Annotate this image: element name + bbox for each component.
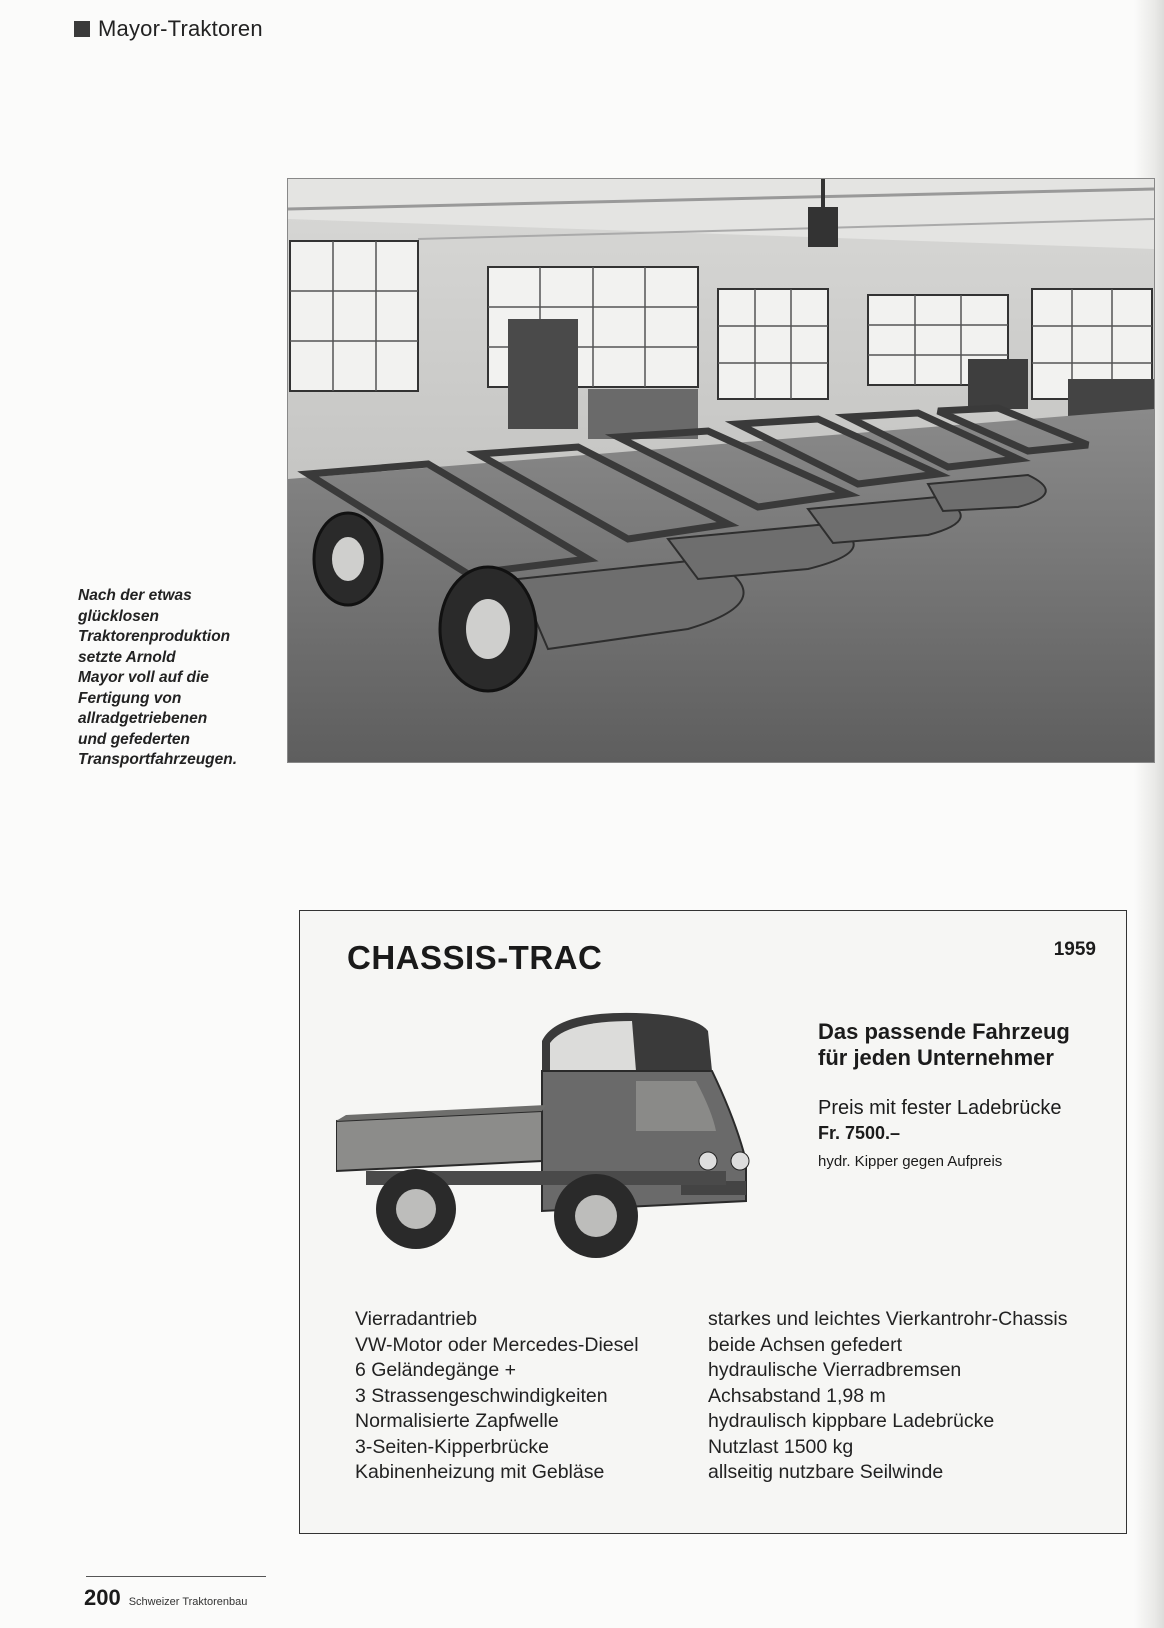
ad-headline-line: Das passende Fahrzeug (818, 1019, 1070, 1044)
caption-line: allradgetriebenen (78, 710, 208, 727)
workshop-illustration (288, 179, 1154, 762)
feature-item: Achsabstand 1,98 m (708, 1384, 886, 1407)
page-footer (84, 1585, 247, 1611)
caption-line: glücklosen (78, 607, 159, 625)
caption-line: Traktorenproduktion (78, 628, 231, 645)
feature-item: beide Achsen gefedert (708, 1333, 903, 1356)
caption-line: Fertigung von (78, 689, 182, 707)
feature-item: Normalisierte Zapfwelle (355, 1410, 559, 1432)
section-header (74, 16, 263, 42)
ad-price-note: hydr. Kipper gegen Aufpreis (818, 1153, 1003, 1170)
feature-item: Vierradantrieb (355, 1308, 478, 1330)
page-number: 200 (84, 1585, 121, 1610)
truck-illustration (336, 1011, 796, 1261)
book-title: Schweizer Traktorenbau (128, 1596, 248, 1608)
caption-line: und gefederten (78, 730, 190, 748)
workshop-photo (287, 178, 1155, 763)
ad-price-label: Preis mit fester Ladebrücke (818, 1097, 1062, 1119)
feature-item: 3-Seiten-Kipperbrücke (355, 1435, 550, 1458)
feature-item: starkes und leichtes Vierkantrohr-Chassis (708, 1308, 1068, 1330)
feature-item: 3 Strassengeschwindigkeiten (355, 1384, 608, 1407)
ad-year: 1959 (1053, 939, 1096, 960)
feature-item: 6 Geländegänge + (355, 1359, 517, 1381)
feature-item: Kabinenheizung mit Gebläse (355, 1461, 605, 1483)
feature-list-left (355, 1307, 639, 1486)
ad-headline-line: für jeden Unternehmer (818, 1045, 1054, 1070)
caption-line: setzte Arnold (78, 648, 176, 666)
feature-list-right (708, 1307, 1067, 1486)
section-title: Mayor-Traktoren (98, 16, 263, 41)
truck-drawing (336, 1011, 796, 1261)
caption-line: Transportfahrzeugen. (78, 751, 238, 768)
feature-item: hydraulisch kippbare Ladebrücke (708, 1410, 995, 1432)
section-marker-icon (74, 21, 90, 37)
ad-headline (818, 1019, 1070, 1071)
caption-line: Mayor voll auf die (78, 669, 209, 686)
ad-price: Fr. 7500.– (818, 1123, 901, 1143)
feature-item: VW-Motor oder Mercedes-Diesel (355, 1333, 639, 1356)
photo-caption (78, 586, 268, 771)
feature-item: Nutzlast 1500 kg (708, 1435, 854, 1458)
footer-rule (86, 1576, 266, 1577)
ad-title: CHASSIS-TRAC (347, 939, 603, 976)
feature-item: hydraulische Vierradbremsen (708, 1359, 962, 1381)
chassis-trac-advertisement (299, 910, 1127, 1534)
feature-item: allseitig nutzbare Seilwinde (708, 1461, 944, 1483)
caption-line: Nach der etwas (78, 587, 192, 604)
